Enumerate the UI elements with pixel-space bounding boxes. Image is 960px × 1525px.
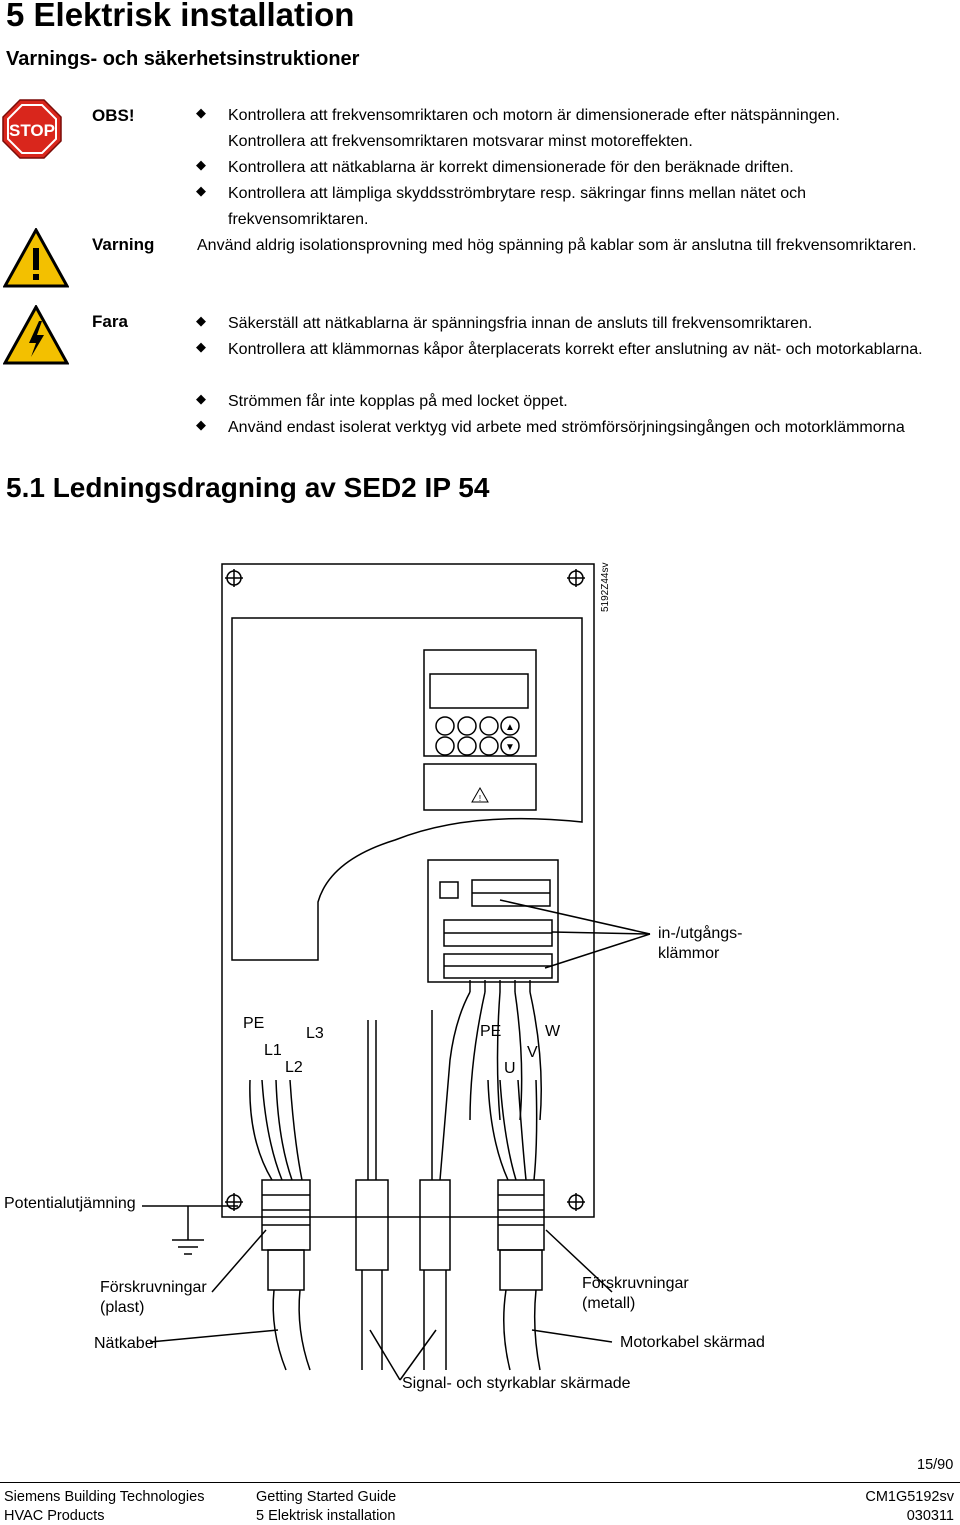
- page-title: 5 Elektrisk installation: [6, 0, 355, 33]
- io-terminals-label-2: klämmor: [658, 945, 720, 962]
- fara-item-3: Strömmen får inte kopplas på med locket öppet.: [228, 393, 568, 410]
- io-terminal-block: [428, 860, 558, 982]
- fara-item-2: Kontrollera att klämmornas kåpor återplacerats korrekt efter anslutning av nät- och motorkablarna.: [228, 341, 923, 358]
- motor-cable-label: Motorkabel skärmad: [620, 1334, 765, 1351]
- footer-date: 030311: [906, 1508, 954, 1524]
- varning-label: Varning: [92, 235, 155, 254]
- fara-item-4: Använd endast isolerat verktyg vid arbete med strömförsörjningsingången och motorklämmorna: [228, 419, 905, 436]
- svg-text:▲: ▲: [505, 722, 515, 733]
- mains-label-pe: PE: [243, 1015, 265, 1032]
- obs-label: OBS!: [92, 106, 135, 125]
- glands-metal-label-2: (metall): [582, 1295, 636, 1312]
- footer-company: Siemens Building Technologies: [4, 1489, 205, 1505]
- mains-label-l3: L3: [306, 1025, 324, 1042]
- section-heading: 5.1 Ledningsdragning av SED2 IP 54: [6, 472, 490, 503]
- diamond-bullet-icon: ◆: [196, 391, 206, 406]
- gland-plastic-1: [262, 1180, 310, 1250]
- glands-metal-label-1: Förskruvningar: [582, 1275, 689, 1292]
- obs-item-4: Kontrollera att lämpliga skyddsströmbrytare resp. säkringar finns mellan nätet och frekvensomriktaren.: [228, 185, 807, 228]
- footer-rule: [0, 1482, 960, 1483]
- wiring-diagram: [0, 540, 960, 1410]
- signal-cables-label: Signal- och styrkablar skärmade: [402, 1375, 631, 1392]
- glands-plastic-label-1: Förskruvningar: [100, 1279, 207, 1296]
- footer-division: HVAC Products: [4, 1508, 105, 1524]
- cover-outline: [232, 618, 582, 960]
- high-voltage-icon: [3, 305, 69, 365]
- fara-label: Fara: [92, 312, 128, 331]
- svg-text:▼: ▼: [505, 742, 515, 753]
- diamond-bullet-icon: ◆: [196, 417, 206, 432]
- diagram-ref: 5192Z44sv: [600, 562, 611, 612]
- obs-item-1: Kontrollera att frekvensomriktaren och motorn är dimensionerade efter nätspänningen.: [228, 107, 840, 124]
- mains-cable-label: Nätkabel: [94, 1335, 158, 1352]
- gland-metal-1: [498, 1180, 544, 1250]
- obs-item-2: Kontrollera att frekvensomriktaren motsvarar minst motoreffekten.: [228, 133, 693, 150]
- gland-signal-1: [356, 1180, 388, 1270]
- io-terminals-label-1: in-/utgångs-: [658, 925, 743, 942]
- varning-text: Använd aldrig isolationsprovning med hög spänning på kablar som är anslutna till frekvensomriktaren.: [197, 237, 917, 254]
- motor-label-v: V: [527, 1044, 538, 1061]
- gland-signal-2: [420, 1180, 450, 1270]
- motor-label-w: W: [545, 1023, 561, 1040]
- footer-chapter: 5 Elektrisk installation: [256, 1508, 396, 1524]
- footer-doc-id: CM1G5192sv: [865, 1489, 954, 1505]
- fara-item-1: Säkerställ att nätkablarna är spänningsfria innan de ansluts till frekvensomriktaren.: [228, 315, 813, 332]
- motor-label-pe: PE: [480, 1023, 502, 1040]
- equipotential-label: Potentialutjämning: [4, 1195, 136, 1212]
- motor-label-u: U: [504, 1060, 516, 1077]
- warning-triangle-icon: [3, 228, 69, 288]
- diamond-bullet-icon: ◆: [196, 313, 206, 328]
- svg-text:!: !: [478, 794, 482, 803]
- diamond-bullet-icon: ◆: [196, 339, 206, 354]
- stop-sign-icon: [2, 99, 62, 159]
- display-window: [430, 674, 528, 708]
- diamond-bullet-icon: ◆: [196, 105, 206, 120]
- drive-housing: [222, 564, 594, 1217]
- diamond-bullet-icon: ◆: [196, 157, 206, 172]
- obs-item-3: Kontrollera att nätkablarna är korrekt dimensionerade för den beräknade driften.: [228, 159, 794, 176]
- mains-label-l1: L1: [264, 1042, 282, 1059]
- diamond-bullet-icon: ◆: [196, 183, 206, 198]
- keypad-panel: [424, 650, 536, 756]
- page-number: 15/90: [917, 1457, 954, 1473]
- svg-text:STOP: STOP: [9, 121, 55, 140]
- mains-label-l2: L2: [285, 1059, 303, 1076]
- section-subtitle: Varnings- och säkerhetsinstruktioner: [6, 48, 360, 70]
- glands-plastic-label-2: (plast): [100, 1299, 145, 1316]
- footer-guide: Getting Started Guide: [256, 1489, 397, 1505]
